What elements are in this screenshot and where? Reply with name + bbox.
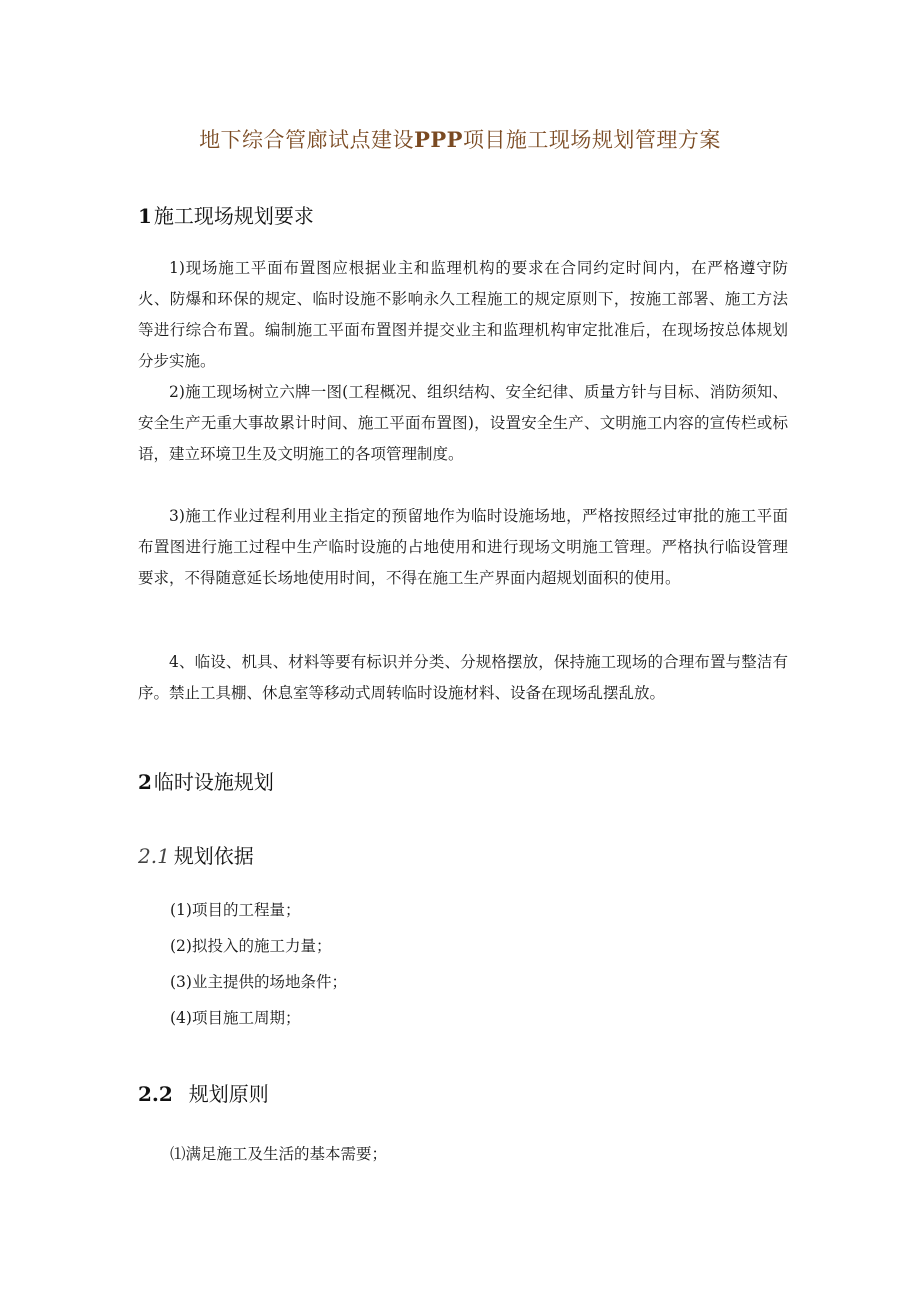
document-title [0,124,920,154]
list-item: (1)项目的工程量； [170,901,301,919]
section-2-2-title: 规划原则 [188,1082,269,1106]
title-suffix: 项目施工现场规划管理方案 [462,128,721,152]
list-item: (4)项目施工周期； [170,1009,301,1027]
section-2-1-number: 2.1 [138,844,170,868]
section-1-paragraph-2: 2)施工现场树立六牌一图(工程概况、组织结构、安全纪律、质量方针与目标、消防须知、安全生产无重大事故累计时间、施工平面布置图)，设置安全生产、文明施工内容的宣传栏或标语，建立环境卫生及文明施工的各项管理制度。 [138,383,788,463]
title-bold: PPP [414,127,463,152]
title-prefix: 地下综合管廊试点建设 [199,128,415,152]
section-2-1-title: 规划依据 [173,844,254,868]
section-2-title: 临时设施规划 [153,770,274,794]
section-1-paragraph-4: 4、临设、机具、材料等要有标识并分类、分规格摆放，保持施工现场的合理布置与整洁有序。禁止工具棚、休息室等移动式周转临时设施材料、设备在现场乱摆乱放。 [138,653,788,702]
section-2-number: 2 [138,770,152,794]
section-2-heading [138,766,274,795]
section-1-paragraph-1: 1)现场施工平面布置图应根据业主和监理机构的要求在合同约定时间内，在严格遵守防火、防爆和环保的规定、临时设施不影响永久工程施工的规定原则下，按施工部署、施工方法等进行综合布置。编制施工平面布置图并提交业主和监理机构审定批准后，在现场按总体规划分步实施。 [138,259,788,370]
section-1-paragraph-3: 3)施工作业过程利用业主指定的预留地作为临时设施场地，严格按照经过审批的施工平面布置图进行施工过程中生产临时设施的占地使用和进行现场文明施工管理。严格执行临设管理要求，不得随意延长场地使用时间，不得在施工生产界面内超规划面积的使用。 [138,507,788,587]
section-1-title: 施工现场规划要求 [153,204,314,228]
list-item: (2)拟投入的施工力量； [170,937,332,955]
section-2-1-heading [138,840,254,869]
section-1-number: 1 [138,204,152,228]
list-item: ⑴满足施工及生活的基本需要； [170,1145,388,1163]
list-item: (3)业主提供的场地条件； [170,973,347,991]
section-1-heading [138,200,314,229]
section-2-2-number: 2.2 [138,1082,173,1106]
section-2-2-heading [138,1078,269,1107]
